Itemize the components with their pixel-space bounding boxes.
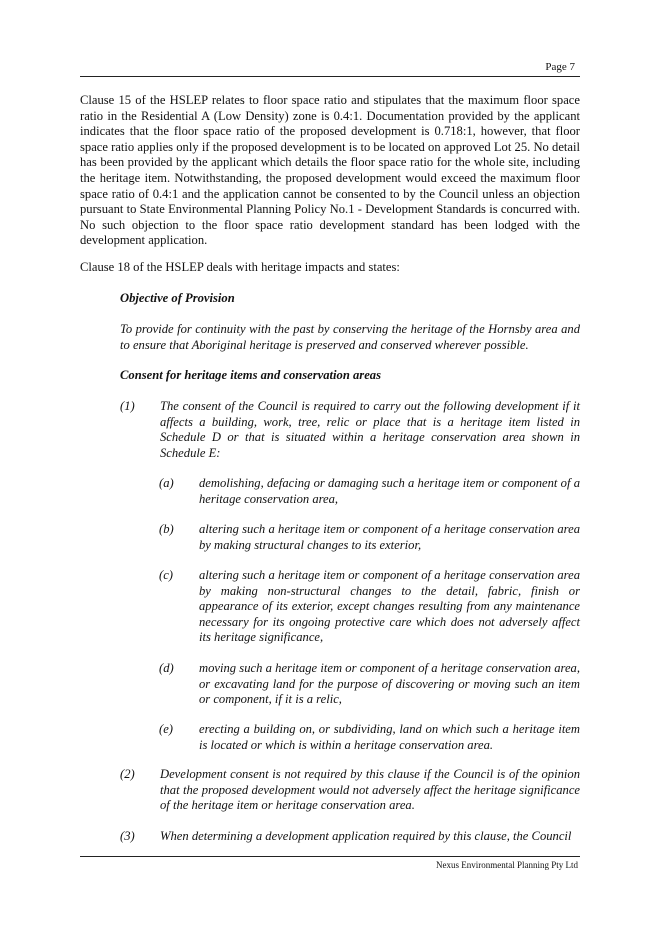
clause-number: (2) [120, 767, 135, 781]
footer-rule [80, 856, 580, 857]
paragraph-floor-space-ratio: Clause 15 of the HSLEP relates to floor space ratio and stipulates that the maximum floor space ratio in the Residential A (Low Density) zone is 0.4:1. Documentation provided by the applicant indicates that the floor space ratio of the proposed development is 0.718:1, however, that floor space ratio applies only if the proposed development is to be located on approved Lot 25. No detail has been provided by the applicant which details the floor space ratio for the whole site, including the heritage item. Notwithstanding, the proposed development would exceed the maximum floor space ratio of 0.4:1 and the application cannot be consented to by the Council unless an objection pursuant to State Environmental Planning Policy No.1 - Development Standards is concurred with. No such objection to the floor space ratio development standard has been lodged with the development application. [80, 93, 580, 248]
clause-text: When determining a development application required by this clause, the Council [160, 829, 572, 843]
subclause-text: altering such a heritage item or component of a heritage conservation area by making non-structural changes to the detail, fabric, finish or appearance of its exterior, except changes resulting from any maintenance necessary for its ongoing protective care which does not adversely affect its heritage significance, [199, 568, 580, 645]
footer-company: Nexus Environmental Planning Pty Ltd [436, 860, 578, 870]
objective-text: To provide for continuity with the past by conserving the heritage of the Hornsby area and to ensure that Aboriginal heritage is preserved and conserved wherever possible. [120, 322, 580, 352]
clause-number: (1) [120, 399, 135, 413]
heading-consent: Consent for heritage items and conservation areas [120, 368, 381, 382]
subclause-number: (b) [159, 522, 174, 536]
clause-text: Development consent is not required by this clause if the Council is of the opinion that the proposed development would not adversely affect the heritage significance of the heritage item or heritage conservation area. [160, 767, 580, 813]
page-number: Page 7 [545, 61, 575, 73]
subclause-text: erecting a building on, or subdividing, land on which such a heritage item is located or which is within a heritage conservation area. [199, 722, 580, 752]
header-rule [80, 76, 580, 77]
subclause-text: demolishing, defacing or damaging such a heritage item or component of a heritage conservation area, [199, 476, 580, 506]
subclause-text: moving such a heritage item or component of a heritage conservation area, or excavating land for the purpose of discovering or moving such an item or component, if it is a relic, [199, 661, 580, 707]
subclause-number: (d) [159, 661, 174, 675]
clause-number: (3) [120, 829, 135, 843]
paragraph-heritage-intro: Clause 18 of the HSLEP deals with heritage impacts and states: [80, 260, 400, 274]
subclause-number: (c) [159, 568, 173, 582]
subclause-number: (a) [159, 476, 174, 490]
subclause-text: altering such a heritage item or component of a heritage conservation area by making structural changes to its exterior, [199, 522, 580, 552]
clause-text: The consent of the Council is required to carry out the following development if it affects a building, work, tree, relic or place that is a heritage item listed in Schedule D or that is situated within a heritage conservation area shown in Schedule E: [160, 399, 580, 460]
subclause-number: (e) [159, 722, 173, 736]
heading-objective: Objective of Provision [120, 291, 235, 305]
